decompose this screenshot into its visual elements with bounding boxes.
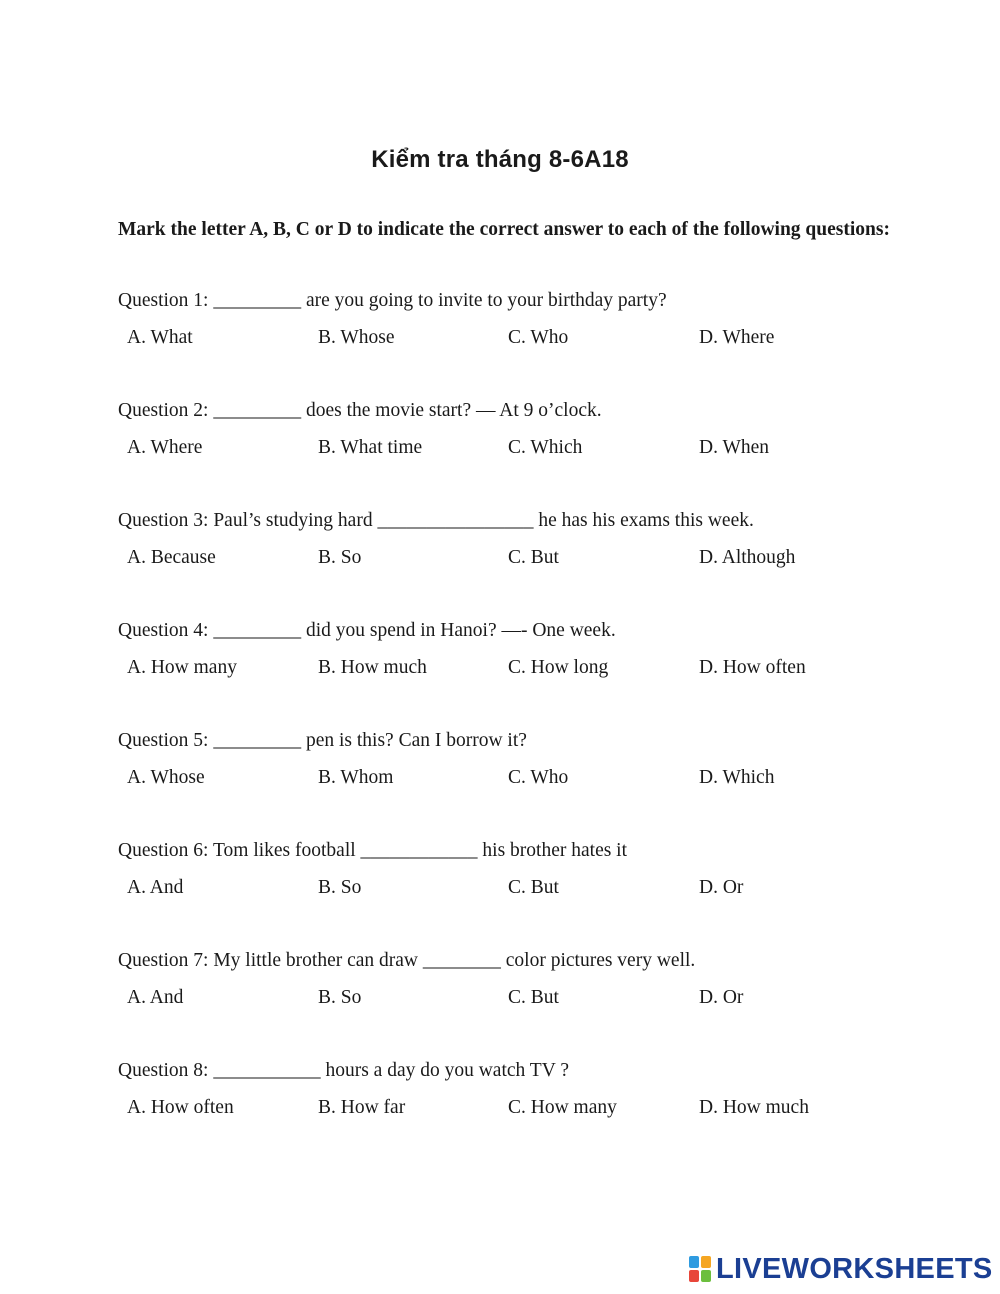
- option-c[interactable]: C. Which: [508, 437, 583, 458]
- option-c[interactable]: C. Who: [508, 327, 569, 348]
- question-text: Question 3: Paul’s studying hard ________________ he has his exams this week.: [118, 510, 754, 531]
- option-b[interactable]: B. Whose: [318, 327, 395, 348]
- question-text: Question 6: Tom likes football ____________ his brother hates it: [118, 840, 628, 861]
- question-text: Question 5: _________ pen is this? Can I borrow it?: [118, 730, 527, 751]
- option-a[interactable]: A. Where: [127, 437, 203, 458]
- option-c[interactable]: C. But: [508, 547, 559, 568]
- option-c[interactable]: C. But: [508, 987, 559, 1008]
- option-d[interactable]: D. Or: [699, 877, 744, 898]
- question-1: [118, 286, 898, 396]
- option-c[interactable]: C. But: [508, 877, 559, 898]
- option-c[interactable]: C. How long: [508, 657, 609, 678]
- logo-square-red: [689, 1270, 699, 1282]
- liveworksheets-logo-icon: [689, 1256, 711, 1282]
- option-b[interactable]: B. So: [318, 987, 362, 1008]
- logo-text: LIVEWORKSHEETS: [716, 1253, 993, 1285]
- logo-square-blue: [689, 1256, 699, 1268]
- option-d[interactable]: D. How much: [699, 1097, 809, 1118]
- option-d[interactable]: D. Which: [699, 767, 775, 788]
- question-text: Question 4: _________ did you spend in Hanoi? —- One week.: [118, 620, 616, 641]
- logo-square-orange: [701, 1256, 711, 1268]
- question-text: Question 2: _________ does the movie start? — At 9 o’clock.: [118, 400, 602, 421]
- question-2: [118, 396, 898, 506]
- logo-square-green: [701, 1270, 711, 1282]
- option-d[interactable]: D. Or: [699, 987, 744, 1008]
- option-b[interactable]: B. Whom: [318, 767, 394, 788]
- question-7: [118, 946, 898, 1056]
- question-5: [118, 726, 898, 836]
- option-b[interactable]: B. So: [318, 547, 362, 568]
- question-8: [118, 1056, 898, 1166]
- question-3: [118, 506, 898, 616]
- option-c[interactable]: C. How many: [508, 1097, 617, 1118]
- option-a[interactable]: A. What: [127, 327, 193, 348]
- option-a[interactable]: A. And: [127, 877, 184, 898]
- option-b[interactable]: B. How far: [318, 1097, 406, 1118]
- option-d[interactable]: D. Where: [699, 327, 775, 348]
- liveworksheets-logo: [689, 1252, 993, 1286]
- option-a[interactable]: A. How many: [127, 657, 237, 678]
- question-list: [118, 286, 898, 1166]
- option-d[interactable]: D. How often: [699, 657, 806, 678]
- option-d[interactable]: D. Although: [699, 547, 796, 568]
- question-4: [118, 616, 898, 726]
- option-a[interactable]: A. How often: [127, 1097, 234, 1118]
- option-b[interactable]: B. How much: [318, 657, 427, 678]
- page-title: Kiểm tra tháng 8-6A18: [371, 146, 629, 173]
- option-b[interactable]: B. So: [318, 877, 362, 898]
- option-a[interactable]: A. Because: [127, 547, 216, 568]
- option-b[interactable]: B. What time: [318, 437, 423, 458]
- option-c[interactable]: C. Who: [508, 767, 569, 788]
- option-d[interactable]: D. When: [699, 437, 770, 458]
- question-text: Question 8: ___________ hours a day do you watch TV ?: [118, 1060, 569, 1081]
- instruction-text: Mark the letter A, B, C or D to indicate the correct answer to each of the following questions:: [118, 219, 890, 240]
- option-a[interactable]: A. And: [127, 987, 184, 1008]
- question-text: Question 1: _________ are you going to invite to your birthday party?: [118, 290, 667, 311]
- question-text: Question 7: My little brother can draw ________ color pictures very well.: [118, 950, 696, 971]
- question-6: [118, 836, 898, 946]
- option-a[interactable]: A. Whose: [127, 767, 205, 788]
